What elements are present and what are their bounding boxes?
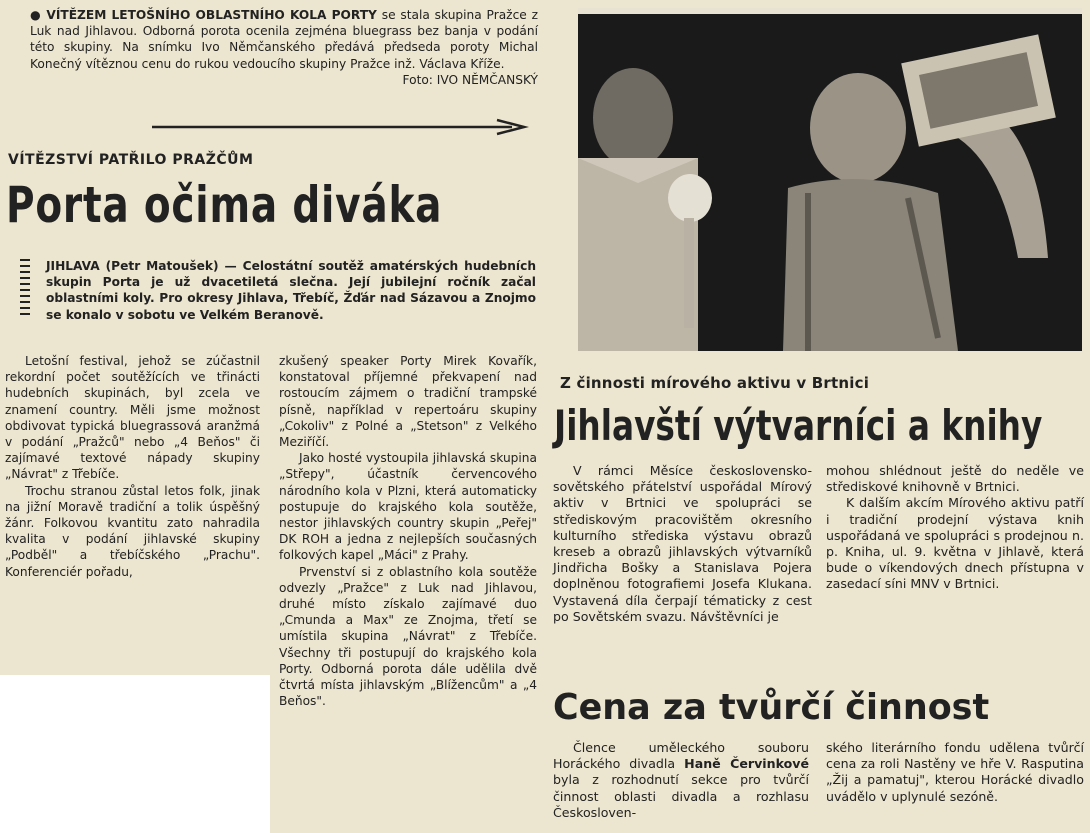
article2-col2 <box>826 463 1084 593</box>
intro-marker <box>20 258 32 320</box>
paragraph: Prvenství si z oblastního kola soutěže odvezly „Pražce" z Luk nad Jihlavou, druhé místo získalo zajímavé duo „Cmunda a Max" ze Znojma, třetí se umístila skupina „Návrat" z Třebíče. Všechny tři postupují do krajského kola Porty. Odborná porota dále udělila dvě čtvrtá místa jihlavským „Blížencům" a „4 Beňos". <box>279 564 537 709</box>
award-photo <box>578 8 1082 351</box>
article2-kicker: Z činnosti mírového aktivu v Brtnici <box>560 374 870 392</box>
text: byla z rozhodnutí sekce pro tvůrčí činnost oblasti divadla a rozhlasu Českosloven- <box>553 772 809 820</box>
paragraph <box>553 740 809 821</box>
photo-caption <box>30 7 538 88</box>
article1-headline: Porta očima diváka <box>6 176 443 234</box>
paragraph: V rámci Měsíce československo-sovětského přátelství uspořádal Mírový aktiv v Brtnici ve spolupráci se střediskovým pracovištěm okresního kulturního střediska výstavu obrazů kreseb a obrazů jihlavských výtvarníků Jindřicha Bošky a Stanislava Pojera doplněnou fotografiemi Josefa Klukana. Vystavená díla čerpají tématicky z cest po Sovětském svazu. Návštěvníci je <box>553 463 812 624</box>
arrow-divider <box>152 118 532 136</box>
paragraph: zkušený speaker Porty Mirek Kovařík, konstatoval příjemné překvapení nad rostoucím zájmem o tradiční trampské písně, například v repertoáru skupiny „Cokoliv" z Polné a „Stetson" z Velkého Meziříčí. <box>279 354 537 450</box>
caption-text: se stala skupina Pražce z Luk nad Jihlavou. Odborná porota ocenila zejména bluegrass bez banja v podání této skupiny. Na snímku Ivo Němčanského předává předseda poroty Michal Konečný vítěznou cenu do rukou vedoucího skupiny Pražce inž. Václava Kříže. <box>30 8 538 71</box>
intro-paragraph: JIHLAVA (Petr Matoušek) — Celostátní soutěž amatérských hudebních skupin Porta je už dvacetiletá slečna. Její jubilejní ročník začal oblastními koly. Pro okresy Jihlava, Třebíč, Žďár nad Sázavou a Znojmo se konalo v sobotu ve Velkém Beranově. <box>46 259 536 322</box>
article1-col2 <box>279 353 537 709</box>
paragraph: ského literárního fondu udělena tvůrčí cena za roli Nastěny ve hře V. Rasputina „Žij a pamatuj", kterou Horácké divadlo uvádělo v uplynulé sezóně. <box>826 740 1084 804</box>
caption-lead: VÍTĚZEM LETOŠNÍHO OBLASTNÍHO KOLA PORTY <box>46 8 377 22</box>
article3-col1 <box>553 740 809 821</box>
paragraph: Trochu stranou zůstal letos folk, jinak na jižní Moravě tradiční a tolik úspěšný žánr. Folkovou kvantitu zato nahradila kvalita v podání jihlavské skupiny „Podběl" a třebíčského „Prachu". Konferenciér pořadu, <box>5 483 260 579</box>
paragraph: mohou shlédnout ještě do neděle ve střediskové knihovně v Brtnici. <box>826 463 1084 495</box>
paragraph: K dalším akcím Mírového aktivu patří i tradiční prodejní výstava knih uspořádaná ve spolupráci s prodejnou n. p. Kniha, ul. 9. května v Jihlavě, která bude o víkendových dnech přístupna v zasedací síni MNV v Brtnici. <box>826 495 1084 592</box>
photo-image <box>578 8 1082 351</box>
paragraph: Jako hosté vystoupila jihlavská skupina „Střepy", účastník červencového národního kola v Plzni, která automaticky postupuje do krajského kola soutěže, nestor jihlavských country skupin „Peřej" DK ROH a jedna z nejlepších současných folkových kapel „Máci" z Prahy. <box>279 451 537 563</box>
paragraph: Letošní festival, jehož se zúčastnil rekordní počet soutěžících ve třinácti hudebních skupinách, byl zcela ve znamení country. Měli jsme možnost obdivovat typická bluegrassová aranžmá v podání „Pražců" nebo „4 Beňos" či zajímavé textové nápady skupiny „Návrat" z Třebíče. <box>5 354 260 482</box>
article1-kicker: VÍTĚZSTVÍ PATŘILO PRAŽČŮM <box>8 152 254 168</box>
article2-col1 <box>553 463 812 625</box>
torn-paper-area <box>0 675 270 833</box>
article3-headline: Cena za tvůrčí činnost <box>553 687 990 728</box>
article1-intro <box>46 258 536 323</box>
article1-col1 <box>5 353 260 580</box>
name: Haně Červinkové <box>684 756 810 772</box>
article2-headline: Jihlavští výtvarníci a knihy <box>554 401 1043 450</box>
photo-credit: Foto: IVO NĚMČANSKÝ <box>402 72 538 87</box>
article3-col2 <box>826 740 1084 805</box>
text: Člence uměleckého souboru Horáckého divadla <box>553 740 809 772</box>
bullet-icon: ● <box>30 8 47 22</box>
